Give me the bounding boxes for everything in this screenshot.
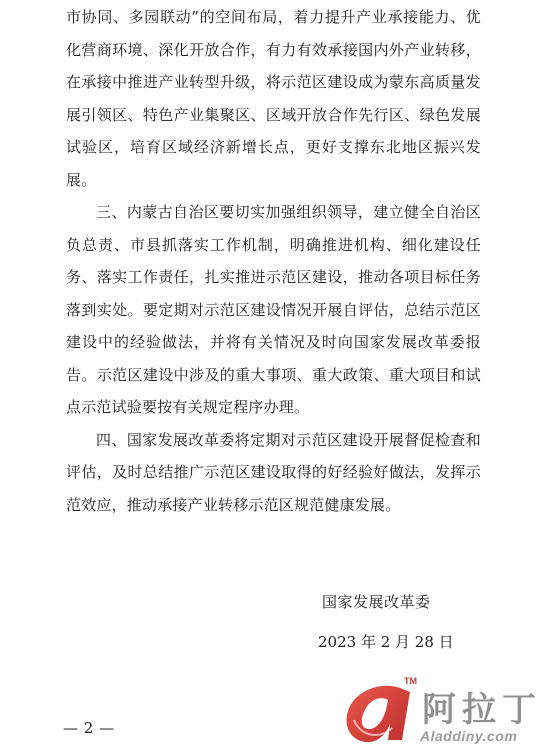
watermark-url: Aladdiny.com [420, 728, 518, 744]
signature-block [318, 582, 454, 662]
page-number: — 2 — [63, 719, 115, 737]
watermark-brand-text: 阿拉丁 [422, 690, 542, 730]
aladdin-watermark [340, 676, 553, 752]
issuing-organization: 国家发展改革委 [322, 593, 431, 611]
document-body [66, 1, 481, 521]
trademark-symbol: TM [404, 676, 417, 686]
aladdin-a-logo-icon [340, 680, 416, 750]
paragraph-section-four: 四、国家发展改革委将定期对示范区建设开展督促检查和评估，及时总结推广示范区建设取得的好经验好做法，发挥示范效应，推动承接产业转移示范区规范健康发展。 [66, 430, 481, 514]
paragraph-section-three: 三、内蒙古自治区要切实加强组织领导，建立健全自治区负总责、市县抓落实工作机制，明确推进机构、细化建设任务、落实工作责任，扎实推进示范区建设，推动各项目标任务落到实处。要定期对示范区建设情况开展自评估，总结示范区建设中的经验做法，并将有关情况及时向国家发展改革委报告。示范区建设中涉及的重大事项、重大政策、重大项目和试点示范试验要按有关规定程序办理。 [66, 203, 481, 416]
issue-date: 2023 年 2 月 28 日 [318, 633, 454, 651]
paragraph-continued: 市协同、多园联动”的空间布局，着力提升产业承接能力、优化营商环境、深化开放合作，有力有效承接国内外产业转移，在承接中推进产业转型升级，将示范区建设成为蒙东高质量发展引领区、特色产业集聚区、区域开放合作先行区、绿色发展试验区，培育区域经济新增长点，更好支撑东北地区振兴发展。 [66, 8, 481, 189]
